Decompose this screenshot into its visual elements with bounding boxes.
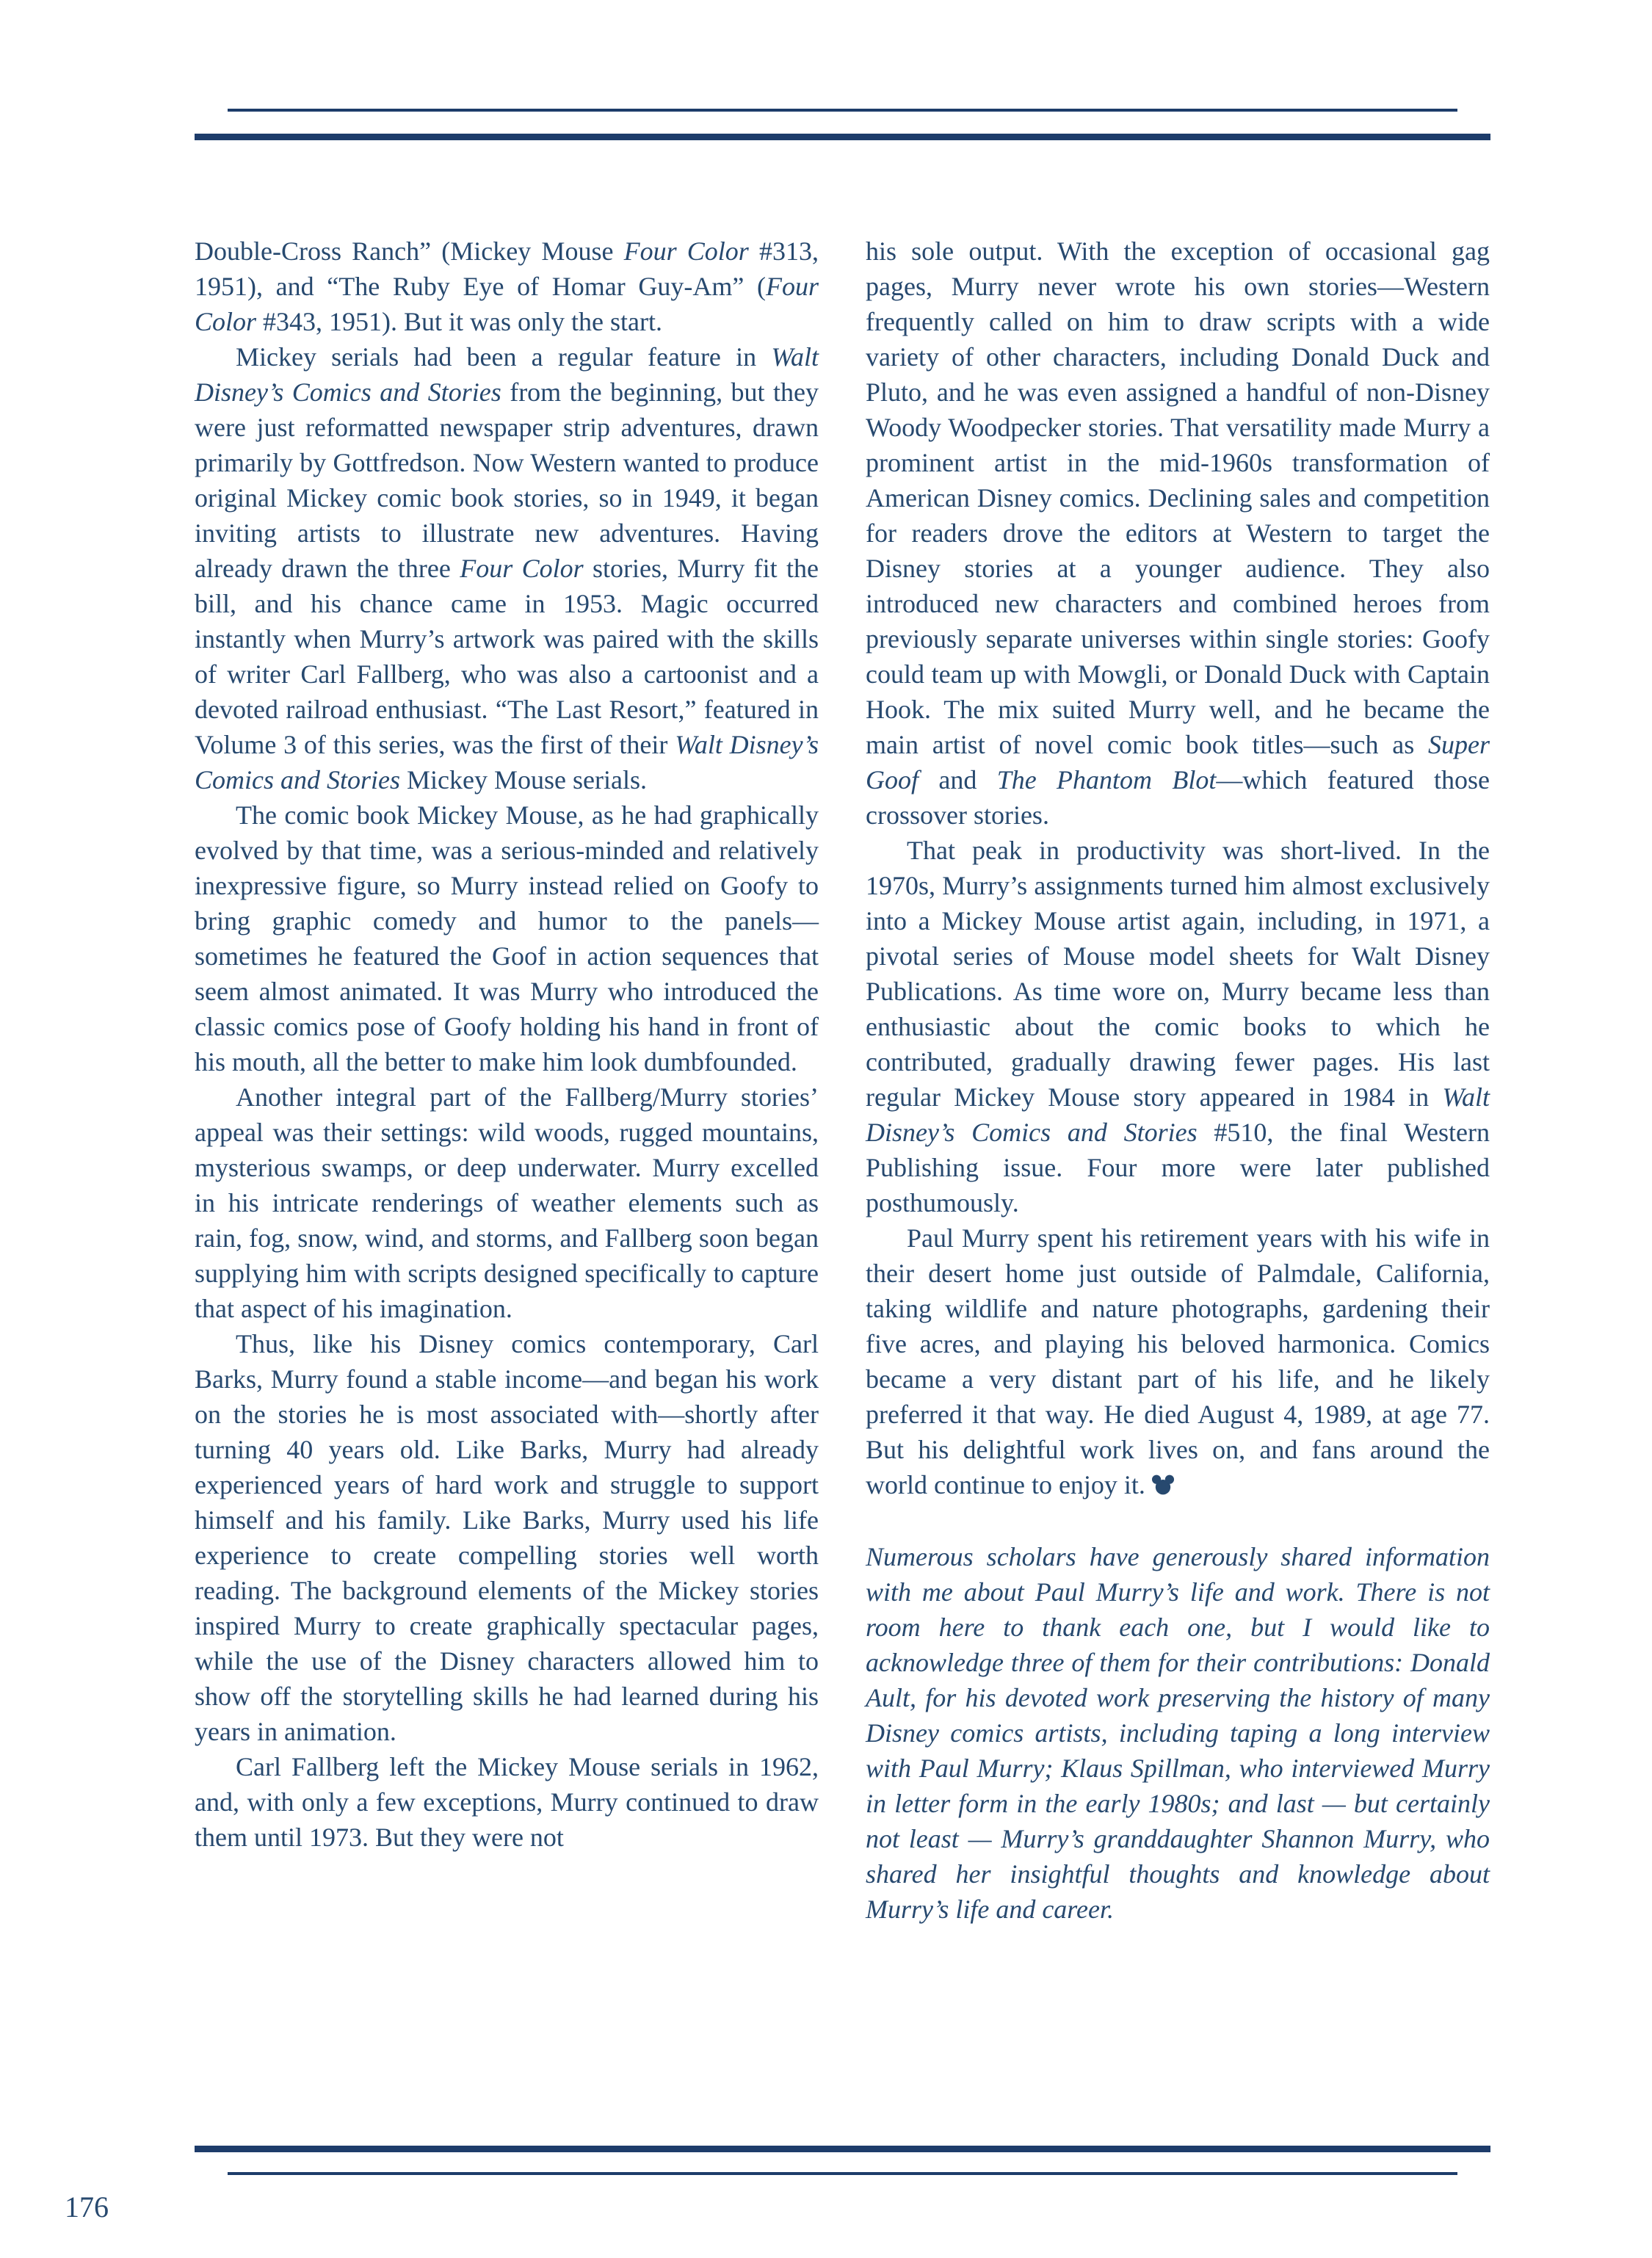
paragraph-continuation: Double-Cross Ranch” (Mickey Mouse Four Color #313, 1951), and “The Ruby Eye of Homar Guy-Am” (Four Color #343, 1951). But it was only the start. <box>195 236 819 336</box>
right-column <box>866 234 1490 1927</box>
paragraph: The comic book Mickey Mouse, as he had graphically evolved by that time, was a serious-minded and relatively inexpressive figure, so Murry instead relied on Goofy to bring graphic comedy and humor to the panels—sometimes he featured the Goof in action sequences that seem almost animated. It was Murry who introduced the classic comics pose of Goofy holding his hand in front of his mouth, all the better to make him look dumbfounded. <box>195 800 819 1076</box>
paragraph <box>866 1220 1490 1502</box>
bottom-rule-thin <box>228 2172 1457 2175</box>
paragraph-text: Paul Murry spent his retirement years with his wife in their desert home just outside of Palmdale, California, taking wildlife and nature photographs, gardening their five acres, and playing his beloved harmonica. Comics became a very distant part of his life, and he likely preferred it that way. He died August 4, 1989, at age 77. But his delightful work lives on, and fans around the world continue to enjoy it. <box>866 1223 1490 1499</box>
acknowledgements-note: Numerous scholars have generously shared information with me about Paul Murry’s life and work. There is not room here to thank each one, but I would like to acknowledge three of them for their contributions: Donald Ault, for his devoted work preserving the history of many Disney comics artists, including taping a long interview with Paul Murry; Klaus Spillman, who interviewed Murry in letter form in the early 1980s; and last — but certainly not least — Murry’s granddaughter Shannon Murry, who shared her insightful thoughts and knowledge about Murry’s life and career. <box>866 1542 1490 1924</box>
paragraph: That peak in productivity was short-lived. In the 1970s, Murry’s assignments turned him almost exclusively into a Mickey Mouse artist again, including, in 1971, a pivotal series of Mouse model sheets for Walt Disney Publications. As time wore on, Murry became less than enthusiastic about the comic books to which he contributed, gradually drawing fewer pages. His last regular Mickey Mouse story appeared in 1984 in Walt Disney’s Comics and Stories #510, the final Western Publishing issue. Four more were later published posthumously. <box>866 836 1490 1217</box>
mickey-head-end-mark-icon <box>1151 1474 1175 1495</box>
left-column <box>195 234 819 1927</box>
paragraph: Mickey serials had been a regular feature in Walt Disney’s Comics and Stories from the beginning, but they were just reformatted newspaper strip adventures, drawn primarily by Gottfredson. Now Western wanted to produce original Mickey comic book stories, so in 1949, it began inviting artists to illustrate new adventures. Having already drawn the three Four Color stories, Murry fit the bill, and his chance came in 1953. Magic occurred instantly when Murry’s artwork was paired with the skills of writer Carl Fallberg, who was also a cartoonist and a devoted railroad enthusiast. “The Last Resort,” featured in Volume 3 of this series, was the first of their Walt Disney’s Comics and Stories Mickey Mouse serials. <box>195 342 819 795</box>
page-content <box>195 234 1490 1927</box>
bottom-rule-thick <box>195 2146 1490 2152</box>
paragraph: Another integral part of the Fallberg/Murry stories’ appeal was their settings: wild woods, rugged mountains, mysterious swamps, or deep underwater. Murry excelled in his intricate renderings of weather elements such as rain, fog, snow, wind, and storms, and Fallberg soon began supplying him with scripts designed specifically to capture that aspect of his imagination. <box>195 1082 819 1323</box>
top-rule-thin <box>228 109 1457 112</box>
paragraph: Carl Fallberg left the Mickey Mouse serials in 1962, and, with only a few exceptions, Murry continued to draw them until 1973. But they were not <box>195 1752 819 1852</box>
paragraph-continuation: his sole output. With the exception of occasional gag pages, Murry never wrote his own stories—Western frequently called on him to draw scripts with a wide variety of other characters, including Donald Duck and Pluto, and he was even assigned a handful of non-Disney Woody Woodpecker stories. That versatility made Murry a prominent artist in the mid-1960s transformation of American Disney comics. Declining sales and competition for readers drove the editors at Western to target the Disney stories at a younger audience. They also introduced new characters and combined heroes from previously separate universes within single stories: Goofy could team up with Mowgli, or Donald Duck with Captain Hook. The mix suited Murry well, and he became the main artist of novel comic book titles—such as Super Goof and The Phantom Blot—which featured those crossover stories. <box>866 236 1490 830</box>
paragraph: Thus, like his Disney comics contemporary, Carl Barks, Murry found a stable income—and began his work on the stories he is most associated with—shortly after turning 40 years old. Like Barks, Murry had already experienced years of hard work and struggle to support himself and his family. Like Barks, Murry used his life experience to create compelling stories well worth reading. The background elements of the Mickey stories inspired Murry to create graphically spectacular pages, while the use of the Disney characters allowed him to show off the storytelling skills he had learned during his years in animation. <box>195 1329 819 1746</box>
top-rule-thick <box>195 134 1490 140</box>
page-number: 176 <box>65 2190 109 2223</box>
